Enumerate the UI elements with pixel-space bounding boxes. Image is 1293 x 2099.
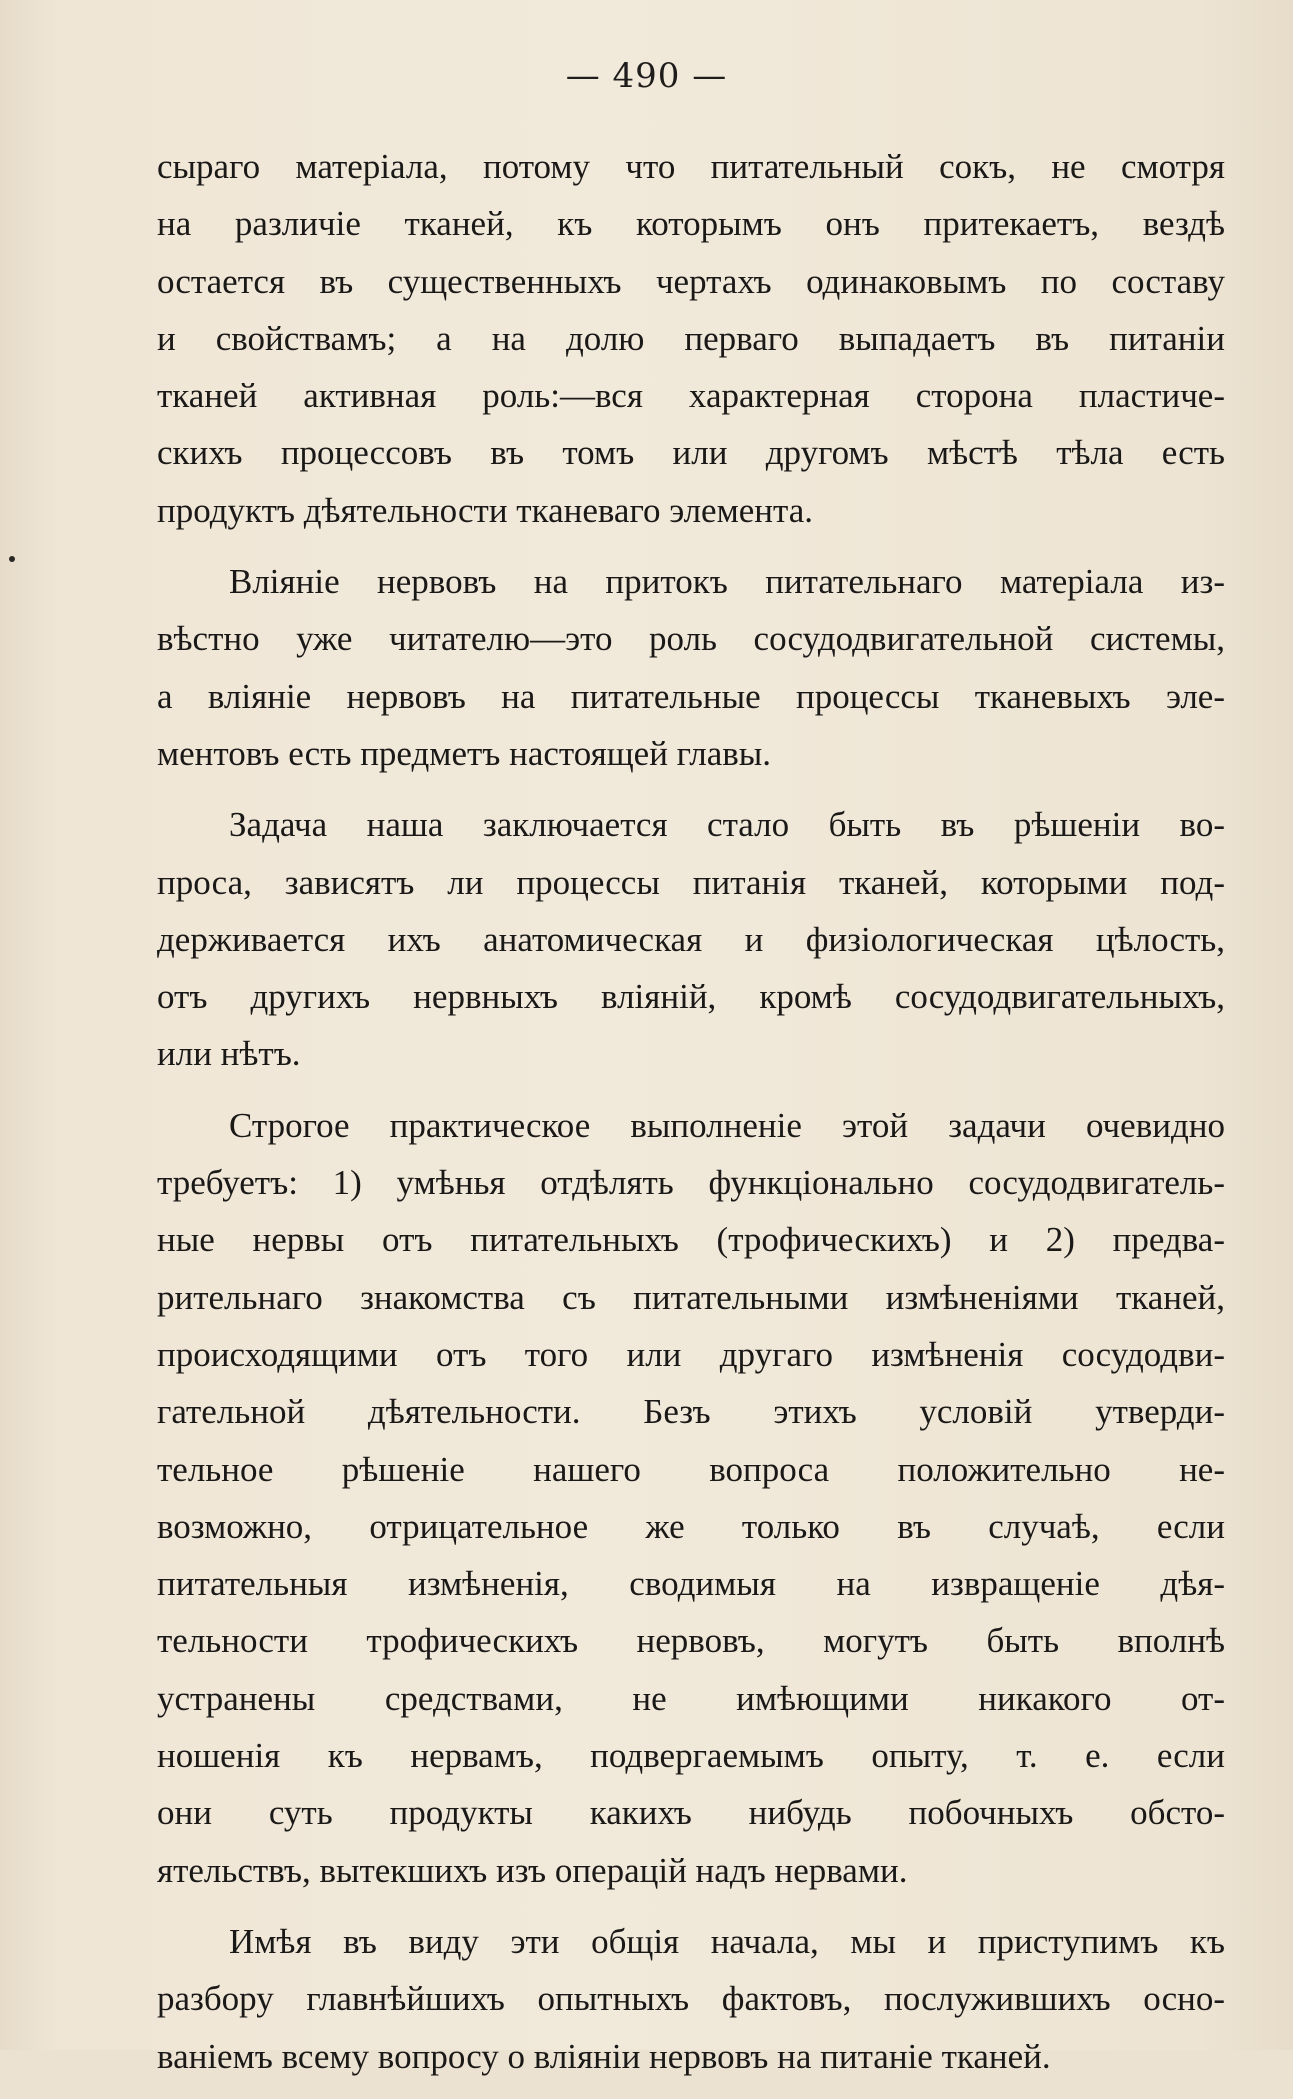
text-line: или нѣтъ.	[157, 1034, 301, 1074]
text-line: устранены средствами, не имѣющими никакого от-	[157, 1678, 1225, 1718]
text-line: на различіе тканей, къ которымъ онъ притекаетъ, вездѣ	[157, 204, 1225, 244]
text-line: ментовъ есть предметъ настоящей главы.	[157, 733, 772, 773]
text-line: скихъ процессовъ въ томъ или другомъ мѣстѣ тѣла есть	[157, 433, 1225, 473]
text-line: рительнаго знакомства съ питательными измѣненіями тканей,	[157, 1277, 1225, 1317]
paragraph	[157, 1097, 1225, 1899]
text-line: Строгое практическое выполненіе этой задачи очевидно	[229, 1105, 1225, 1145]
text-line: остается въ существенныхъ чертахъ одинаковымъ по составу	[157, 261, 1225, 301]
text-line: происходящими отъ того или другаго измѣненія сосудодви-	[157, 1334, 1225, 1374]
text-line: держивается ихъ анатомическая и физіологическая цѣлость,	[157, 919, 1225, 959]
text-line: они суть продукты какихъ нибудь побочныхъ обсто-	[157, 1793, 1225, 1833]
text-line: гательной дѣятельности. Безъ этихъ условій утверди-	[157, 1392, 1225, 1432]
text-line: тельности трофическихъ нервовъ, могутъ быть вполнѣ	[157, 1621, 1225, 1661]
body-text	[157, 138, 1225, 2099]
text-line: Задача наша заключается стало быть въ рѣшеніи во-	[229, 805, 1225, 845]
text-line: ношенія къ нервамъ, подвергаемымъ опыту, т. е. если	[157, 1736, 1225, 1776]
margin-ink-speck	[9, 556, 15, 562]
paragraph	[157, 796, 1225, 1082]
paragraph	[157, 1913, 1225, 2085]
text-line: требуетъ: 1) умѣнья отдѣлять функціонально сосудодвигатель-	[157, 1163, 1225, 1203]
text-line: разбору главнѣйшихъ опытныхъ фактовъ, послужившихъ осно-	[157, 1979, 1225, 2019]
text-line: сыраго матеріала, потому что питательный сокъ, не смотря	[157, 147, 1225, 186]
text-line: ятельствъ, вытекшихъ изъ операцій надъ нервами.	[157, 1850, 908, 1890]
text-line: проса, зависятъ ли процессы питанія тканей, которыми под-	[157, 862, 1225, 902]
text-line: ваніемъ всему вопросу о вліяніи нервовъ на питаніе тканей.	[157, 2036, 1051, 2076]
text-line: Вліяніе нервовъ на притокъ питательнаго матеріала из-	[229, 562, 1225, 602]
text-line: питательныя измѣненія, сводимыя на извращеніе дѣя-	[157, 1564, 1225, 1604]
text-line: продуктъ дѣятельности тканеваго элемента.	[157, 490, 814, 530]
text-line: тканей активная роль:—вся характерная сторона пластиче-	[157, 376, 1225, 416]
text-line: вѣстно уже читателю—это роль сосудодвигательной системы,	[157, 619, 1225, 659]
text-line: ные нервы отъ питательныхъ (трофическихъ) и 2) предва-	[157, 1220, 1225, 1260]
paragraph	[157, 553, 1225, 782]
text-line: и свойствамъ; а на долю перваго выпадаетъ въ питаніи	[157, 318, 1225, 358]
text-line: а вліяніе нервовъ на питательные процессы тканевыхъ эле-	[157, 676, 1225, 716]
page-number: — 490 —	[565, 56, 728, 96]
text-line: возможно, отрицательное же только въ случаѣ, если	[157, 1506, 1225, 1546]
paragraph	[157, 138, 1225, 539]
text-line: Имѣя въ виду эти общія начала, мы и приступимъ къ	[229, 1921, 1225, 1961]
text-line: отъ другихъ нервныхъ вліяній, кромѣ сосудодвигательныхъ,	[157, 977, 1225, 1017]
text-line: тельное рѣшеніе нашего вопроса положительно не-	[157, 1449, 1225, 1489]
